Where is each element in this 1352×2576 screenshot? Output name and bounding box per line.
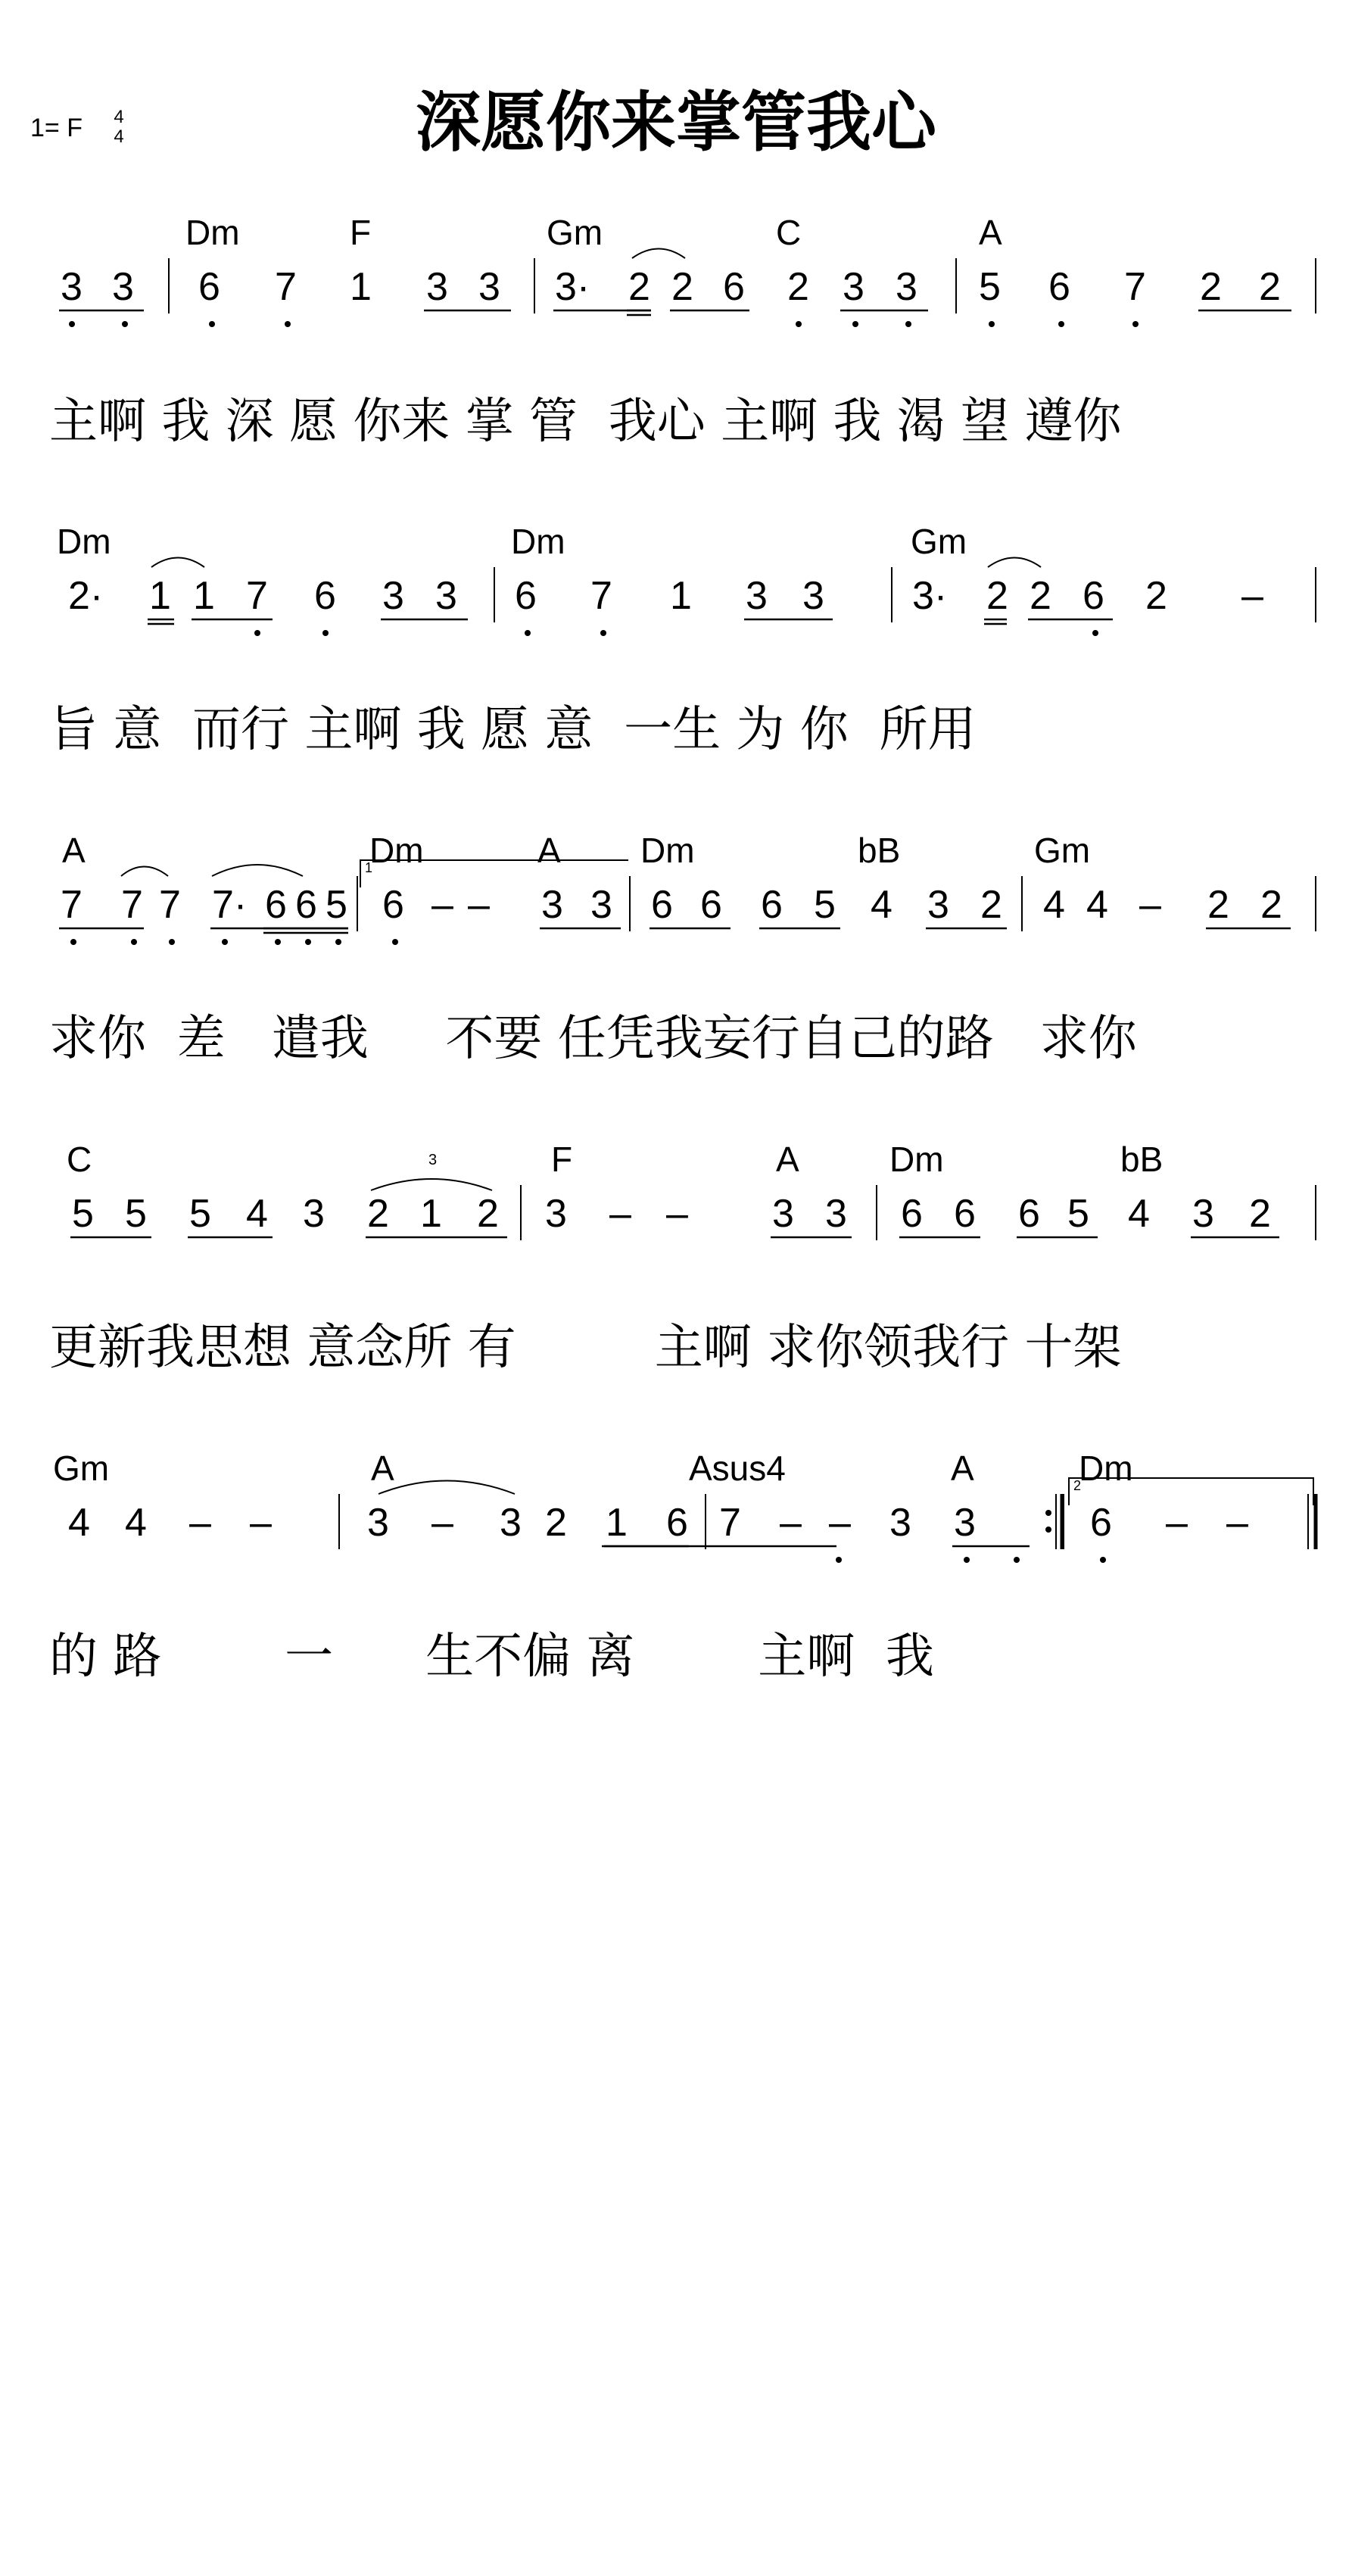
note: 2: [787, 265, 809, 309]
note: 4: [68, 1501, 90, 1545]
note: 2: [1030, 574, 1051, 618]
note: 3: [927, 883, 949, 927]
note: 5: [814, 883, 836, 927]
note: 1: [606, 1501, 628, 1545]
note: 2: [1207, 883, 1229, 927]
note: 3: [478, 265, 500, 309]
note: 6: [901, 1192, 923, 1236]
octave-dot: [335, 939, 341, 945]
note: –: [250, 1501, 272, 1545]
note: 3: [843, 265, 864, 309]
chord-symbol: bB: [1120, 1140, 1164, 1179]
note: 6: [723, 265, 745, 309]
octave-dot: [285, 321, 291, 327]
note: 7: [719, 1501, 741, 1545]
note: –: [1241, 574, 1263, 618]
note: 3: [746, 574, 768, 618]
note: 3: [896, 265, 917, 309]
octave-dot: [1014, 1557, 1020, 1563]
note: 6: [1018, 1192, 1040, 1236]
note: 2: [1145, 574, 1167, 618]
key-signature: 1= F: [30, 114, 83, 142]
note: 3·: [555, 265, 590, 309]
octave-dot: [322, 630, 329, 636]
chord-symbol: Dm: [369, 831, 424, 870]
note: 7: [590, 574, 612, 618]
note: 3: [367, 1501, 389, 1545]
note: –: [431, 1501, 453, 1545]
note: 6: [700, 883, 722, 927]
note: 1: [350, 265, 372, 309]
note: 5: [979, 265, 1001, 309]
chord-symbol: Gm: [1034, 831, 1091, 870]
lyrics-line-3: 求你 差 遣我 不要 任凭我妄行自己的路 求你: [49, 1011, 1137, 1067]
note: 2: [1260, 883, 1282, 927]
note: 6: [314, 574, 336, 618]
volta-number: 1: [365, 860, 373, 875]
chord-symbol: Dm: [1079, 1449, 1133, 1488]
octave-dot: [525, 630, 531, 636]
note: 1: [670, 574, 692, 618]
note: 2: [545, 1501, 567, 1545]
chord-symbol: A: [979, 213, 1002, 252]
note: 2: [671, 265, 693, 309]
note: 2·: [68, 574, 104, 618]
note: 3: [435, 574, 457, 618]
octave-dot: [169, 939, 175, 945]
note: –: [468, 883, 490, 927]
song-title: 深愿你来掌管我心: [416, 85, 936, 161]
lyrics-line-5: 的 路 一 生不偏 离 主啊 我: [49, 1629, 934, 1685]
octave-dot: [905, 321, 911, 327]
note: 6: [1083, 574, 1104, 618]
note: 7: [246, 574, 268, 618]
note: 4: [1043, 883, 1065, 927]
note: 6: [382, 883, 404, 927]
octave-dot: [222, 939, 228, 945]
octave-dot: [209, 321, 215, 327]
note: 1: [149, 574, 171, 618]
note: 7: [121, 883, 143, 927]
note: 3: [889, 1501, 911, 1545]
note: –: [1166, 1501, 1188, 1545]
repeat-dot: [1045, 1510, 1051, 1516]
note: 3: [545, 1192, 567, 1236]
chord-symbol: Dm: [511, 522, 565, 561]
note: 6: [198, 265, 220, 309]
note: 6: [666, 1501, 688, 1545]
octave-dot: [852, 321, 858, 327]
note: 3: [303, 1192, 325, 1236]
note: 3: [382, 574, 404, 618]
chord-symbol: A: [951, 1449, 974, 1488]
note: 2: [477, 1192, 499, 1236]
note: 3: [590, 883, 612, 927]
triplet-slur: [371, 1179, 492, 1190]
chord-symbol: F: [350, 213, 372, 252]
octave-dot: [1058, 321, 1064, 327]
note: 4: [871, 883, 893, 927]
note: 6: [954, 1192, 976, 1236]
note: 3: [954, 1501, 976, 1545]
note: 6: [1048, 265, 1070, 309]
chord-symbol: A: [537, 831, 561, 870]
octave-dot: [836, 1557, 842, 1563]
chord-symbol: C: [776, 213, 802, 252]
note: 7: [275, 265, 297, 309]
note: –: [431, 883, 453, 927]
note: 5: [189, 1192, 211, 1236]
tie: [121, 867, 168, 877]
triplet-number: 3: [428, 1152, 438, 1168]
note: –: [780, 1501, 802, 1545]
note: 7: [61, 883, 83, 927]
octave-dot: [305, 939, 311, 945]
chord-symbol: C: [67, 1140, 92, 1179]
chord-symbol: Dm: [185, 213, 240, 252]
note: 6: [295, 883, 317, 927]
note: 3·: [912, 574, 948, 618]
note: 4: [1086, 883, 1108, 927]
note: 6: [1090, 1501, 1112, 1545]
note: 5: [72, 1192, 94, 1236]
octave-dot: [70, 939, 76, 945]
note: 3: [61, 265, 83, 309]
note: 7·: [212, 883, 248, 927]
octave-dot: [275, 939, 281, 945]
note: 2: [980, 883, 1002, 927]
note: 2: [367, 1192, 389, 1236]
chord-symbol: A: [62, 831, 86, 870]
octave-dot: [254, 630, 260, 636]
chord-symbol: F: [551, 1140, 573, 1179]
lyrics-line-2: 旨 意 而行 主啊 我 愿 意 一生 为 你 所用: [49, 702, 977, 758]
tie: [988, 558, 1041, 568]
note: –: [1226, 1501, 1248, 1545]
note: 3: [772, 1192, 794, 1236]
octave-dot: [796, 321, 802, 327]
note: 7: [1124, 265, 1146, 309]
time-denominator: 4: [114, 126, 124, 147]
lyrics-line-1: 主啊 我 深 愿 你来 掌 管 我心 主啊 我 渴 望 遵你: [49, 394, 1122, 450]
note: 3: [825, 1192, 847, 1236]
note: 3: [1192, 1192, 1214, 1236]
octave-dot: [600, 630, 606, 636]
chord-symbol: Dm: [57, 522, 111, 561]
note: 2: [628, 265, 650, 309]
tie: [378, 1481, 515, 1495]
note: 6: [761, 883, 783, 927]
chord-symbol: A: [776, 1140, 799, 1179]
note: 4: [125, 1501, 147, 1545]
chord-symbol: Gm: [547, 213, 603, 252]
chord-symbol: Asus4: [689, 1449, 786, 1488]
chord-symbol: Gm: [53, 1449, 110, 1488]
note: 2: [986, 574, 1008, 618]
tie: [212, 865, 303, 876]
time-numerator: 4: [114, 107, 124, 127]
chord-symbol: Dm: [889, 1140, 944, 1179]
octave-dot: [989, 321, 995, 327]
note: 3: [802, 574, 824, 618]
note: 5: [326, 883, 347, 927]
note: 1: [420, 1192, 442, 1236]
note: 1: [193, 574, 215, 618]
note: 6: [651, 883, 673, 927]
note: 3: [112, 265, 134, 309]
note: –: [829, 1501, 851, 1545]
note: 5: [125, 1192, 147, 1236]
lyrics-line-4: 更新我思想 意念所 有 主啊 求你领我行 十架: [49, 1320, 1122, 1376]
note: 3: [500, 1501, 522, 1545]
note: 5: [1067, 1192, 1089, 1236]
note: –: [1139, 883, 1161, 927]
octave-dot: [69, 321, 75, 327]
note: –: [189, 1501, 211, 1545]
chord-symbol: A: [371, 1449, 394, 1488]
octave-dot: [964, 1557, 970, 1563]
octave-dot: [1092, 630, 1098, 636]
chord-symbol: Gm: [911, 522, 967, 561]
repeat-dot: [1045, 1527, 1051, 1533]
note: –: [666, 1192, 688, 1236]
chord-symbol: bB: [858, 831, 901, 870]
octave-dot: [392, 939, 398, 945]
tie: [632, 249, 685, 259]
note: 7: [159, 883, 181, 927]
note: 2: [1200, 265, 1222, 309]
octave-dot: [122, 321, 128, 327]
volta-number: 2: [1073, 1478, 1082, 1493]
note: 2: [1259, 265, 1281, 309]
note: 4: [246, 1192, 268, 1236]
note: –: [609, 1192, 631, 1236]
note: 2: [1249, 1192, 1271, 1236]
octave-dot: [1132, 321, 1139, 327]
octave-dot: [1100, 1557, 1106, 1563]
note: 3: [541, 883, 563, 927]
note: 6: [515, 574, 537, 618]
chord-symbol: Dm: [640, 831, 695, 870]
note: 3: [426, 265, 448, 309]
tie: [151, 558, 204, 568]
note: 6: [265, 883, 287, 927]
octave-dot: [131, 939, 137, 945]
note: 4: [1128, 1192, 1150, 1236]
